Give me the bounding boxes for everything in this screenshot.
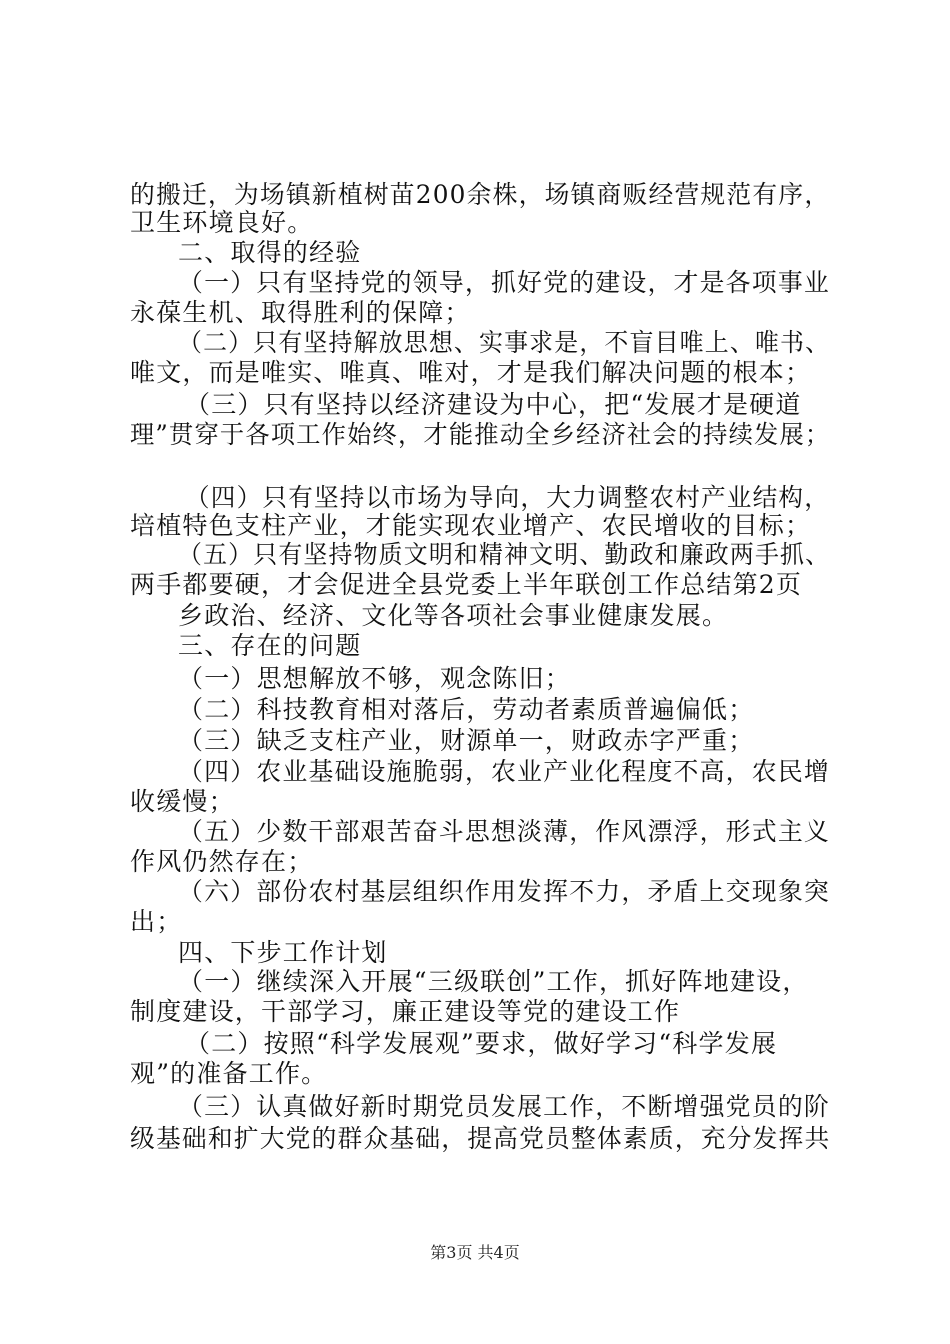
body-line: （二）只有坚持解放思想、实事求是，不盲目唯上、唯书、 xyxy=(178,328,831,357)
page-number-footer: 第3页 共4页 xyxy=(430,1243,520,1262)
body-line: 观”的准备工作。 xyxy=(130,1059,328,1088)
body-line: 培植特色支柱产业，才能实现农业增产、农民增收的目标； xyxy=(130,511,812,540)
body-line: （四）只有坚持以市场为导向，大力调整农村产业结构， xyxy=(185,483,831,512)
body-line: 作风仍然存在； xyxy=(130,847,314,876)
body-line: 出； xyxy=(130,907,183,936)
body-line: 卫生环境良好。 xyxy=(130,208,314,237)
body-line: 制度建设，干部学习，廉正建设等党的建设工作 xyxy=(130,997,681,1026)
body-line: （二）科技教育相对落后，劳动者素质普遍偏低； xyxy=(178,695,755,724)
body-line: （五）只有坚持物质文明和精神文明、勤政和廉政两手抓、 xyxy=(178,540,831,569)
body-line: 级基础和扩大党的群众基础，提高党员整体素质，充分发挥共 xyxy=(130,1124,831,1153)
body-line: （四）农业基础设施脆弱，农业产业化程度不高，农民增 xyxy=(178,757,831,786)
body-line: （五）少数干部艰苦奋斗思想淡薄，作风漂浮，形式主义 xyxy=(178,817,831,846)
body-line: （六）部份农村基层组织作用发挥不力，矛盾上交现象突 xyxy=(178,877,831,906)
body-line: （二）按照“科学发展观”要求，做好学习“科学发展 xyxy=(185,1029,778,1058)
body-line: （一）只有坚持党的领导，抓好党的建设，才是各项事业 xyxy=(178,268,831,297)
body-line: （一）思想解放不够，观念陈旧； xyxy=(178,664,572,693)
body-line: 收缓慢； xyxy=(130,787,235,816)
body-line: 永葆生机、取得胜利的保障； xyxy=(130,298,471,327)
body-line: （一）继续深入开展“三级联创”工作，抓好阵地建设， xyxy=(178,967,809,996)
body-line: 乡政治、经济、文化等各项社会事业健康发展。 xyxy=(178,601,729,630)
section-heading: 二、取得的经验 xyxy=(178,238,362,267)
body-line: 的搬迁，为场镇新植树苗200余株，场镇商贩经营规范有序， xyxy=(130,180,831,209)
body-line: 唯文，而是唯实、唯真、唯对，才是我们解决问题的根本； xyxy=(130,358,812,387)
body-line: 两手都要硬，才会促进全县党委上半年联创工作总结第2页 xyxy=(130,570,803,599)
body-line: （三）认真做好新时期党员发展工作，不断增强党员的阶 xyxy=(178,1092,831,1121)
body-line: （三）缺乏支柱产业，财源单一，财政赤字严重； xyxy=(178,726,755,755)
body-line: （三）只有坚持以经济建设为中心，把“发展才是硬道 xyxy=(185,390,802,419)
body-line: 理”贯穿于各项工作始终，才能推动全乡经济社会的持续发展； xyxy=(130,420,831,449)
section-heading: 四、下步工作计划 xyxy=(178,938,388,967)
section-heading: 三、存在的问题 xyxy=(178,631,362,660)
